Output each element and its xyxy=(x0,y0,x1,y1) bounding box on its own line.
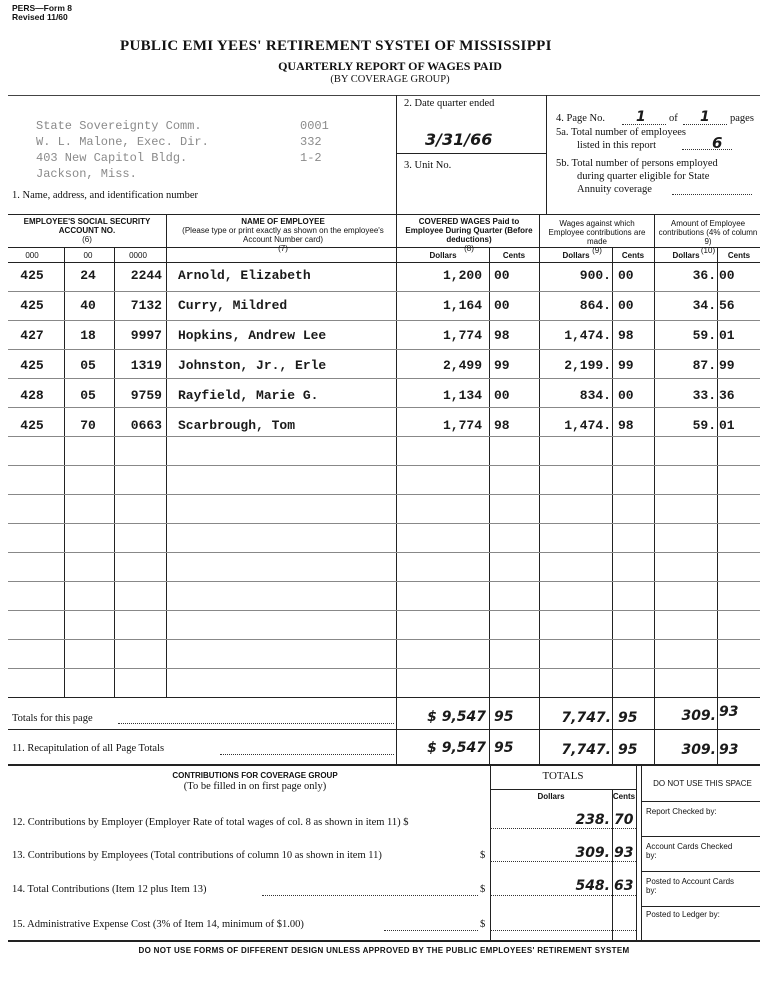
cell-con-c: 56 xyxy=(719,298,735,313)
cell-name: Curry, Mildred xyxy=(178,298,288,313)
unit-label: 3. Unit No. xyxy=(404,160,452,171)
item13-dollars: 309. xyxy=(575,845,610,861)
recap-covered-cents: 95 xyxy=(494,740,514,756)
quarter-label: 2. Date quarter ended xyxy=(404,98,495,109)
cell-a: 428 xyxy=(20,388,44,403)
cell-ag-c: 00 xyxy=(618,268,634,283)
cell-con-d: 33. xyxy=(692,388,716,403)
cell-ag-c: 98 xyxy=(618,328,634,343)
employer-director: W. L. Malone, Exec. Dir. xyxy=(36,135,209,149)
cell-a: 425 xyxy=(20,268,44,283)
employer-code-3: 1-2 xyxy=(300,151,322,165)
page-total-against-cents: 95 xyxy=(618,710,638,726)
recap-against-cents: 95 xyxy=(618,742,638,758)
total-employees-label-a: 5a. Total number of employees xyxy=(556,127,686,138)
cell-a: 425 xyxy=(20,358,44,373)
totals-header: TOTALS xyxy=(542,770,584,782)
covered-cents-head: Cents xyxy=(502,251,526,260)
recap-covered-dollars: $ 9,547 xyxy=(427,740,486,756)
page-total-contrib-dollars: 309. xyxy=(681,708,716,724)
cell-name: Hopkins, Andrew Lee xyxy=(178,328,327,343)
cell-c: 1319 xyxy=(130,358,162,373)
ssn-header-num: (6) xyxy=(82,235,92,244)
cell-cov-c: 00 xyxy=(494,298,510,313)
cell-cov-d: 1,774 xyxy=(442,418,482,433)
cell-ag-d: 834. xyxy=(579,388,611,403)
employer-codes xyxy=(300,118,329,166)
cell-name: Johnston, Jr., Erle xyxy=(178,358,327,373)
cell-b: 05 xyxy=(80,358,96,373)
total-employees-value: 6 xyxy=(712,134,723,152)
office-use-header: DO NOT USE THIS SPACE xyxy=(653,779,752,788)
page-total-against-dollars: 7,747. xyxy=(561,710,611,726)
item13-dollar-sign: $ xyxy=(480,850,486,861)
cell-name: Rayfield, Marie G. xyxy=(178,388,319,403)
cell-ag-c: 00 xyxy=(618,298,634,313)
cell-cov-d: 1,774 xyxy=(442,328,482,343)
posted-ledger-label: Posted to Ledger by: xyxy=(646,910,720,919)
contrib-cents-head: Cents xyxy=(727,251,751,260)
contributions-sub: (To be filled in on first page only) xyxy=(183,781,327,792)
covered-header xyxy=(399,217,539,253)
employer-code-1: 0001 xyxy=(300,119,329,133)
item14-dollar-sign: $ xyxy=(480,884,486,895)
cell-a: 425 xyxy=(20,418,44,433)
cell-ag-c: 00 xyxy=(618,388,634,403)
covered-header-num: (8) xyxy=(464,244,474,253)
cell-c: 9997 xyxy=(130,328,162,343)
cell-con-d: 59. xyxy=(692,328,716,343)
ssn-sub-1: 000 xyxy=(25,251,39,260)
cell-con-d: 87. xyxy=(692,358,716,373)
cell-ag-d: 1,474. xyxy=(564,418,611,433)
cell-b: 70 xyxy=(80,418,96,433)
cell-cov-c: 99 xyxy=(494,358,510,373)
cell-cov-d: 1,134 xyxy=(442,388,482,403)
page-totals-text: Totals for this page xyxy=(12,713,93,724)
employer-name: State Sovereignty Comm. xyxy=(36,119,202,133)
form-title: PUBLIC EMI YEES' RETIREMENT SYSTEI OF MISSISSIPPI xyxy=(120,38,552,54)
contrib-cents-sub: Cents xyxy=(612,792,636,801)
cell-cov-c: 00 xyxy=(494,268,510,283)
cell-name: Arnold, Elizabeth xyxy=(178,268,311,283)
item12-cents: 70 xyxy=(614,812,634,828)
cell-c: 9759 xyxy=(130,388,162,403)
name-header-num: (7) xyxy=(278,244,288,253)
cell-cov-d: 1,200 xyxy=(442,268,482,283)
persons-label-b: during quarter eligible for State xyxy=(577,171,710,182)
contrib-dollars-head: Dollars xyxy=(672,251,700,260)
employer-address: 403 New Capitol Bldg. xyxy=(36,151,188,165)
recap-against-dollars: 7,747. xyxy=(561,742,611,758)
ssn-header xyxy=(9,217,165,244)
contrib-header-text: Amount of Employee contributions (4% of column 9) xyxy=(658,219,758,246)
posted-account-label: Posted to Account Cards by: xyxy=(646,877,735,895)
cell-ag-d: 900. xyxy=(579,268,611,283)
form-subtitle: QUARTERLY REPORT OF WAGES PAID xyxy=(278,59,502,73)
cell-con-d: 59. xyxy=(692,418,716,433)
page-total-value: 1 xyxy=(700,109,710,125)
cell-cov-c: 98 xyxy=(494,328,510,343)
cell-ag-c: 99 xyxy=(618,358,634,373)
item13-cents: 93 xyxy=(614,845,634,861)
employer-block xyxy=(36,118,209,182)
cell-cov-d: 1,164 xyxy=(442,298,482,313)
cell-ag-c: 98 xyxy=(618,418,634,433)
item12-label: 12. Contributions by Employer (Employer Rate of total wages of col. 8 as shown in item 11) $ xyxy=(12,817,409,828)
page-total-covered-dollars: $ 9,547 xyxy=(427,709,486,725)
account-cards-label: Account Cards Checked by: xyxy=(646,842,733,860)
contrib-header xyxy=(656,219,760,255)
cell-cov-c: 98 xyxy=(494,418,510,433)
revision-date: Revised 11/60 xyxy=(12,12,68,22)
against-cents-head: Cents xyxy=(621,251,645,260)
cell-b: 05 xyxy=(80,388,96,403)
recap-contrib-cents: 93 xyxy=(719,742,739,758)
page-totals-label xyxy=(12,713,93,724)
cell-c: 7132 xyxy=(130,298,162,313)
cell-b: 24 xyxy=(80,268,96,283)
cell-con-c: 99 xyxy=(719,358,735,373)
item12-dollars: 238. xyxy=(575,812,610,828)
cell-con-d: 36. xyxy=(692,268,716,283)
item14-label: 14. Total Contributions (Item 12 plus Item 13) xyxy=(12,884,207,895)
cell-ag-d: 1,474. xyxy=(564,328,611,343)
covered-dollars-head: Dollars xyxy=(429,251,457,260)
item14-dollars: 548. xyxy=(575,878,610,894)
name-header xyxy=(172,217,394,253)
contrib-header-num: (10) xyxy=(700,246,716,255)
quarter-value: 3/31/66 xyxy=(425,130,493,149)
contributions-header: CONTRIBUTIONS FOR COVERAGE GROUP xyxy=(172,771,338,780)
page-total-contrib-cents: 93 xyxy=(719,704,739,720)
cell-a: 425 xyxy=(20,298,44,313)
cell-con-c: 01 xyxy=(719,418,735,433)
cell-b: 18 xyxy=(80,328,96,343)
cell-con-c: 00 xyxy=(719,268,735,283)
contrib-dollars-sub: Dollars xyxy=(537,792,565,801)
item13-label: 13. Contributions by Employees (Total contributions of column 10 as shown in item 11) xyxy=(12,850,382,861)
cell-con-c: 01 xyxy=(719,328,735,343)
name-header-text: NAME OF EMPLOYEE xyxy=(241,217,325,226)
persons-label xyxy=(556,157,718,196)
page-no-label: 4. Page No. xyxy=(556,113,605,124)
cell-a: 427 xyxy=(20,328,44,343)
form-subtitle-2: (BY COVERAGE GROUP) xyxy=(330,74,450,85)
cell-name: Scarbrough, Tom xyxy=(178,418,296,433)
item15-label: 15. Administrative Expense Cost (3% of Item 14, minimum of $1.00) xyxy=(12,919,304,930)
against-header-num: (9) xyxy=(592,246,602,255)
covered-header-text: COVERED WAGES Paid to Employee During Quarter (Before deductions) xyxy=(405,217,533,244)
cell-con-d: 34. xyxy=(692,298,716,313)
cell-con-c: 36 xyxy=(719,388,735,403)
persons-label-c: Annuity coverage xyxy=(577,184,652,195)
item14-cents: 63 xyxy=(614,878,634,894)
of-label: of xyxy=(669,113,678,124)
recap-contrib-dollars: 309. xyxy=(681,742,716,758)
ssn-header-text: EMPLOYEE'S SOCIAL SECURITY ACCOUNT NO. xyxy=(23,217,151,235)
pages-label: pages xyxy=(730,113,754,124)
page-no-value: 1 xyxy=(636,109,646,125)
against-dollars-head: Dollars xyxy=(562,251,590,260)
employer-code-2: 332 xyxy=(300,135,322,149)
form-id xyxy=(12,4,72,22)
total-employees-label-b: listed in this report xyxy=(577,140,657,151)
total-employees-label xyxy=(556,126,686,152)
against-header-text: Wages against which Employee contributions are made xyxy=(548,219,646,246)
against-header xyxy=(541,219,653,255)
employer-city: Jackson, Miss. xyxy=(36,167,137,181)
employer-label: 1. Name, address, and identification number xyxy=(12,190,199,201)
report-checked-label: Report Checked by: xyxy=(646,807,717,816)
form-number: PERS—Form 8 xyxy=(12,3,72,13)
page-total-covered-cents: 95 xyxy=(494,709,514,725)
cell-cov-c: 00 xyxy=(494,388,510,403)
cell-cov-d: 2,499 xyxy=(442,358,482,373)
ssn-sub-2: 00 xyxy=(83,251,93,260)
cell-c: 2244 xyxy=(130,268,162,283)
cell-ag-d: 864. xyxy=(579,298,611,313)
ssn-sub-3: 0000 xyxy=(129,251,147,260)
name-header-sub: (Please type or print exactly as shown on the employee's Account Number card) xyxy=(182,226,384,244)
item15-dollar-sign: $ xyxy=(480,919,486,930)
cell-c: 0663 xyxy=(130,418,162,433)
cell-b: 40 xyxy=(80,298,96,313)
recap-label: 11. Recapitulation of all Page Totals xyxy=(12,743,165,754)
persons-label-a: 5b. Total number of persons employed xyxy=(556,158,718,169)
footer-notice: DO NOT USE FORMS OF DIFFERENT DESIGN UNLESS APPROVED BY THE PUBLIC EMPLOYEES' RETIREMENT SYSTEM xyxy=(138,946,630,955)
cell-ag-d: 2,199. xyxy=(564,358,611,373)
